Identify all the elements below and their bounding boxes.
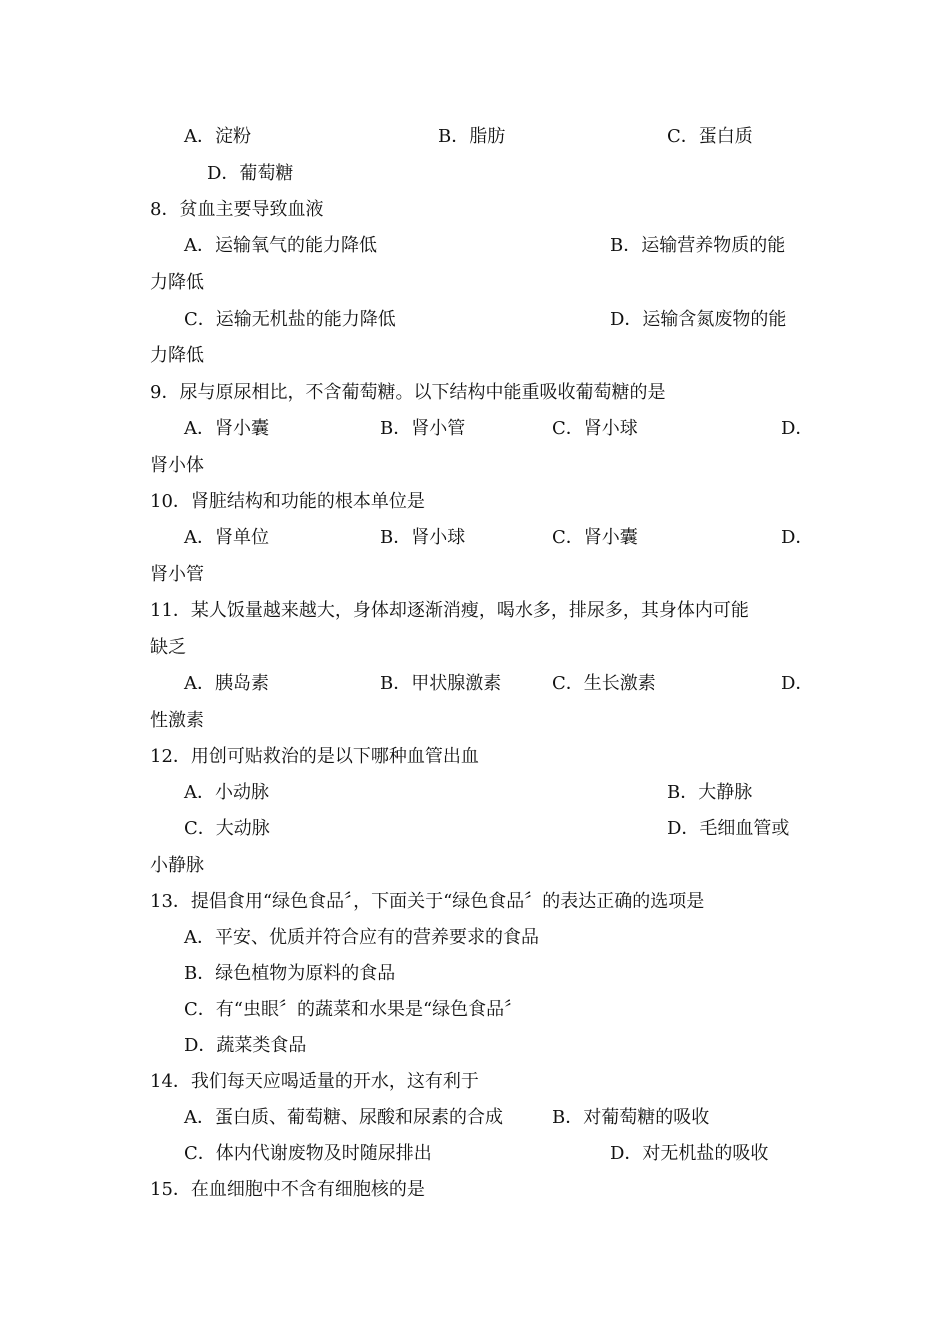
q10-option-c: C．肾小囊 — [552, 527, 638, 548]
q14-option-c: C．体内代谢废物及时随尿排出 — [184, 1143, 432, 1164]
q9-option-d: D． — [781, 418, 814, 439]
q13-option-d: D．蔬菜类食品 — [184, 1035, 307, 1056]
q10-stem: 10．肾脏结构和功能的根本单位是 — [150, 491, 425, 512]
q9-option-b: B．肾小管 — [380, 418, 466, 439]
q13-option-a: A．平安、优质并符合应有的营养要求的食品 — [184, 927, 539, 948]
q13-option-c: C．有“虫眼〞的蔬菜和水果是“绿色食品〞 — [184, 999, 523, 1020]
q12-option-c: C．大动脉 — [184, 818, 270, 839]
q12-stem: 12．用创可贴救治的是以下哪种血管出血 — [150, 746, 479, 767]
q10-option-d: D． — [781, 527, 814, 548]
q8-option-c: C．运输无机盐的能力降低 — [184, 309, 396, 330]
q8-option-d: D．运输含氮废物的能 — [610, 309, 787, 330]
q14-option-d: D．对无机盐的吸收 — [610, 1143, 769, 1164]
q11-option-a: A．胰岛素 — [184, 673, 269, 694]
q11-option-d: D． — [781, 673, 814, 694]
q11-option-b: B．甲状腺激素 — [380, 673, 502, 694]
q8-option-a: A．运输氧气的能力降低 — [184, 235, 377, 256]
q11-stem-cont: 缺乏 — [150, 637, 186, 658]
q7-option-b: B．脂肪 — [438, 126, 506, 147]
q12-option-d-cont: 小静脉 — [150, 855, 204, 876]
q9-option-a: A．肾小囊 — [184, 418, 269, 439]
q11-stem: 11．某人饭量越来越大，身体却逐渐消瘦，喝水多，排尿多，其身体内可能 — [150, 600, 749, 621]
q10-option-d-cont: 肾小管 — [150, 564, 204, 585]
q7-option-c: C．蛋白质 — [667, 126, 753, 147]
q7-option-a: A．淀粉 — [184, 126, 251, 147]
q8-stem: 8．贫血主要导致血液 — [150, 199, 324, 220]
q14-option-b: B．对葡萄糖的吸收 — [552, 1107, 710, 1128]
q8-option-d-cont: 力降低 — [150, 345, 204, 366]
q12-option-d: D．毛细血管或 — [667, 818, 790, 839]
q9-option-d-cont: 肾小体 — [150, 455, 204, 476]
q10-option-a: A．肾单位 — [184, 527, 269, 548]
q9-option-c: C．肾小球 — [552, 418, 638, 439]
q11-option-c: C．生长激素 — [552, 673, 656, 694]
q14-stem: 14．我们每天应喝适量的开水，这有利于 — [150, 1071, 479, 1092]
q15-stem: 15．在血细胞中不含有细胞核的是 — [150, 1179, 425, 1200]
q7-option-d: D．葡萄糖 — [207, 163, 294, 184]
q9-stem: 9．尿与原尿相比，不含葡萄糖。以下结构中能重吸收葡萄糖的是 — [150, 382, 666, 403]
q8-option-b: B．运输营养物质的能 — [610, 235, 786, 256]
q12-option-a: A．小动脉 — [184, 782, 269, 803]
q8-option-b-cont: 力降低 — [150, 272, 204, 293]
q13-stem: 13．提倡食用“绿色食品〞，下面关于“绿色食品〞的表达正确的选项是 — [150, 891, 705, 912]
q12-option-b: B．大静脉 — [667, 782, 753, 803]
q13-option-b: B．绿色植物为原料的食品 — [184, 963, 396, 984]
q14-option-a: A．蛋白质、葡萄糖、尿酸和尿素的合成 — [184, 1107, 503, 1128]
q10-option-b: B．肾小球 — [380, 527, 466, 548]
q11-option-d-cont: 性激素 — [150, 710, 204, 731]
